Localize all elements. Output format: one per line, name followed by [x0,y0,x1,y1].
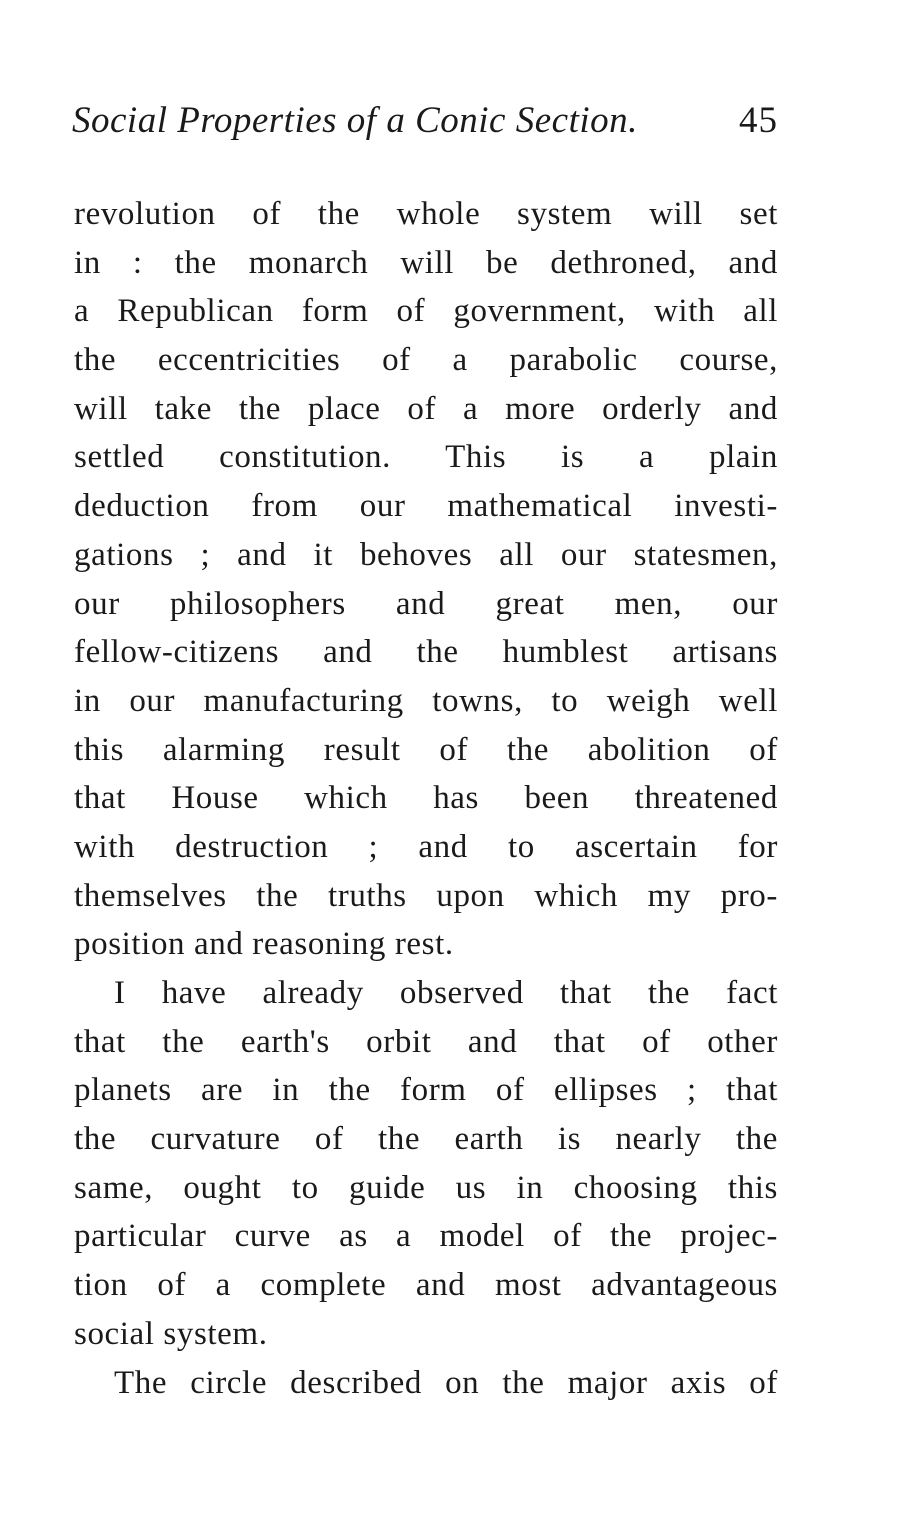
paragraph-start-line: The circle described on the major axis of [114,1364,778,1401]
text-line: same, ought to guide us in choosing this [74,1169,778,1206]
paragraph-start-line: I have already observed that the fact [114,975,778,1011]
page-number: 45 [739,100,778,141]
paragraph-end-line: position and reasoning rest. [74,926,454,963]
text-line: this alarming result of the abolition of [74,731,778,768]
running-head [72,96,778,146]
text-line: planets are in the form of ellipses ; that [74,1072,778,1109]
text-line: revolution of the whole system will set [74,196,778,232]
text-line: the eccentricities of a parabolic course, [74,342,778,379]
text-line: gations ; and it behoves all our statesmen, [74,536,778,573]
running-title: Social Properties of a Conic Section. [72,100,638,141]
text-line: tion of a complete and most advantageous [74,1267,778,1304]
paragraph-end-line: social system. [74,1315,268,1352]
text-line: fellow-citizens and the humblest artisans [74,634,778,671]
text-line: the curvature of the earth is nearly the [74,1121,778,1158]
text-line: particular curve as a model of the projec- [74,1218,778,1255]
text-line: with destruction ; and to ascertain for [74,828,778,865]
text-line: that House which has been threatened [74,780,778,817]
text-line: a Republican form of government, with all [74,293,778,330]
text-line: settled constitution. This is a plain [74,439,778,476]
text-line: in : the monarch will be dethroned, and [74,244,778,281]
text-line: deduction from our mathematical investi- [74,488,778,525]
text-line: will take the place of a more orderly and [74,390,778,427]
body-text [74,190,778,1407]
text-line: in our manufacturing towns, to weigh well [74,682,778,719]
text-line: that the earth's orbit and that of other [74,1023,778,1060]
text-line: our philosophers and great men, our [74,585,778,622]
text-line: themselves the truths upon which my pro- [74,877,778,914]
